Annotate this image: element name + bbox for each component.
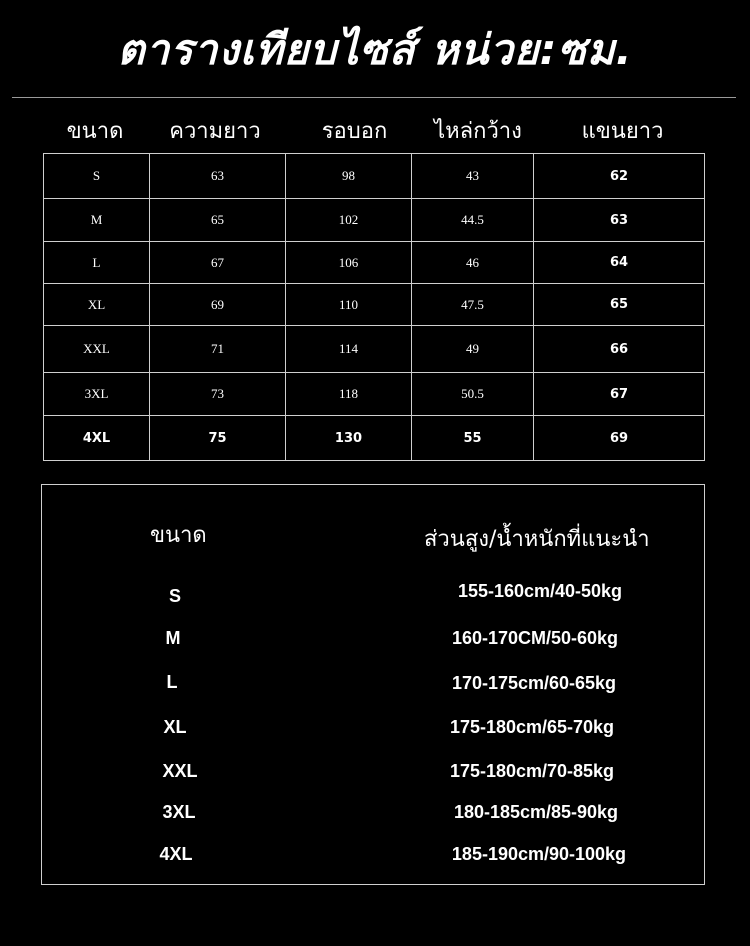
table-row <box>44 154 705 199</box>
table-row <box>44 373 705 416</box>
cell-chest: 130 <box>286 416 412 461</box>
cell-shoulder: 46 <box>412 242 534 284</box>
rec-size: L <box>166 672 178 692</box>
cell-length: 75 <box>150 416 286 461</box>
page-title: ตารางเทียบไซส์ หน่วย:ซม. <box>117 25 633 74</box>
rec-size: 3XL <box>162 802 196 822</box>
rec-value: 180-185cm/85-90kg <box>453 802 619 822</box>
cell-length: 73 <box>150 373 286 416</box>
cell-chest: 102 <box>286 199 412 242</box>
table-row <box>44 242 705 284</box>
table-row <box>44 326 705 373</box>
cell-size: M <box>44 199 150 242</box>
title-divider <box>12 97 736 98</box>
cell-sleeve: 66 <box>534 326 705 373</box>
cell-chest: 98 <box>286 154 412 199</box>
rec-value: 170-175cm/60-65kg <box>451 673 617 693</box>
table-row <box>44 199 705 242</box>
cell-length: 67 <box>150 242 286 284</box>
rec-value: 175-180cm/70-85kg <box>449 761 615 781</box>
table-row <box>44 284 705 326</box>
cell-size: XXL <box>44 326 150 373</box>
cell-sleeve: 65 <box>534 284 705 326</box>
header-length: ความยาว <box>169 119 261 144</box>
cell-shoulder: 44.5 <box>412 199 534 242</box>
cell-sleeve: 63 <box>534 199 705 242</box>
cell-length: 69 <box>150 284 286 326</box>
header-chest: รอบอก <box>321 119 388 144</box>
rec-value: 175-180cm/65-70kg <box>449 717 615 737</box>
rec-value: 160-170CM/50-60kg <box>451 628 619 648</box>
header-shoulder: ไหล่กว้าง <box>434 119 522 144</box>
cell-sleeve: 62 <box>534 154 705 199</box>
rec-size: XXL <box>162 761 198 781</box>
rec-value: 185-190cm/90-100kg <box>451 844 627 864</box>
cell-chest: 118 <box>286 373 412 416</box>
cell-shoulder: 43 <box>412 154 534 199</box>
cell-length: 71 <box>150 326 286 373</box>
cell-shoulder: 49 <box>412 326 534 373</box>
rec-size: XL <box>163 717 187 737</box>
cell-sleeve: 64 <box>534 242 705 284</box>
cell-shoulder: 55 <box>412 416 534 461</box>
cell-length: 63 <box>150 154 286 199</box>
header-size: ขนาด <box>66 119 124 144</box>
rec-value-header: ส่วนสูง/น้ำหนักที่แนะนำ <box>424 527 650 552</box>
cell-sleeve: 67 <box>534 373 705 416</box>
rec-size: S <box>168 586 181 606</box>
cell-length: 65 <box>150 199 286 242</box>
cell-shoulder: 47.5 <box>412 284 534 326</box>
cell-shoulder: 50.5 <box>412 373 534 416</box>
cell-chest: 114 <box>286 326 412 373</box>
cell-size: XL <box>44 284 150 326</box>
rec-value: 155-160cm/40-50kg <box>457 581 623 601</box>
cell-sleeve: 69 <box>534 416 705 461</box>
rec-size: 4XL <box>159 844 193 864</box>
cell-size: 4XL <box>44 416 150 461</box>
cell-chest: 110 <box>286 284 412 326</box>
rec-size-header: ขนาด <box>150 523 207 548</box>
header-sleeve: แขนยาว <box>581 119 664 144</box>
cell-size: L <box>44 242 150 284</box>
cell-chest: 106 <box>286 242 412 284</box>
size-chart-table <box>43 153 705 461</box>
table-row <box>44 416 705 461</box>
rec-size: M <box>165 628 181 648</box>
cell-size: S <box>44 154 150 199</box>
cell-size: 3XL <box>44 373 150 416</box>
